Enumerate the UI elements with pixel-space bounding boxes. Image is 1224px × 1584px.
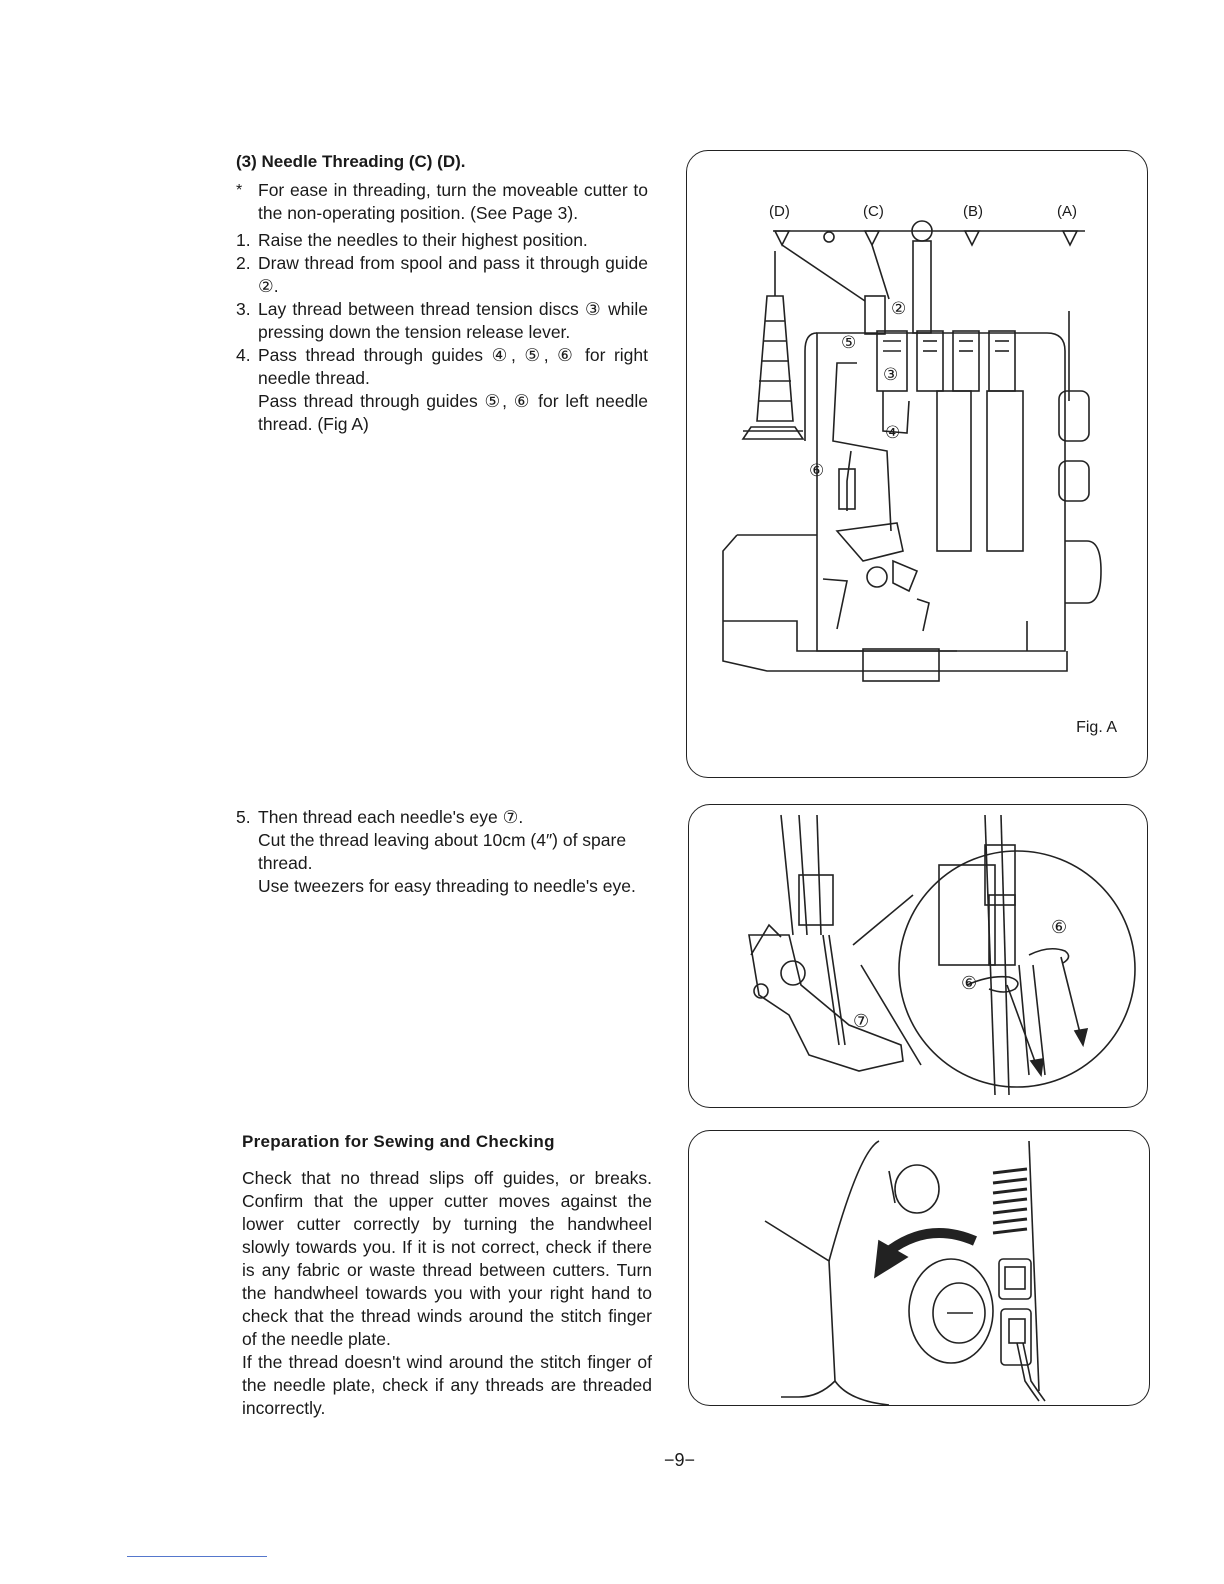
figure-handwheel xyxy=(688,1130,1150,1406)
callout-2: ② xyxy=(891,299,907,318)
note-text: For ease in threading, turn the moveable cutter to the non-operating position. (See Page 3). xyxy=(258,180,648,223)
callout-7: ⑦ xyxy=(853,1011,870,1031)
prep-paragraph-2: If the thread doesn't wind around the stitch finger of the needle plate, check if any threads are threaded incorrectly. xyxy=(242,1352,652,1418)
step-number: 5. xyxy=(236,807,251,827)
step-text: Raise the needles to their highest position. xyxy=(258,230,588,250)
callout-6: ⑥ xyxy=(809,461,825,480)
step-text xyxy=(258,806,656,898)
section-heading: Preparation for Sewing and Checking xyxy=(242,1132,555,1151)
label-a: (A) xyxy=(1057,203,1077,220)
label-c: (C) xyxy=(863,203,884,220)
callout-6-lower: ⑥ xyxy=(961,973,978,993)
label-b: (B) xyxy=(963,203,983,220)
needle-eye-section xyxy=(236,806,656,898)
step-text: Pass thread through guides ⑤, ⑥ for left needle thread. (Fig A) xyxy=(258,391,648,434)
section-heading: (3) Needle Threading (C) (D). xyxy=(236,152,466,171)
serger-threading-illustration xyxy=(687,151,1147,777)
step-text: Lay thread between thread tension discs ③ while pressing down the tension release lever. xyxy=(258,299,648,342)
step-number: 3. xyxy=(236,299,251,319)
needle-eye-illustration xyxy=(689,805,1147,1107)
eye-line-2: Cut the thread leaving about 10cm (4″) of spare thread. xyxy=(258,830,627,873)
step-text: Pass thread through guides ④, ⑤, ⑥ for right needle thread. xyxy=(258,345,648,388)
step-item xyxy=(236,298,648,344)
step-item xyxy=(236,344,648,390)
callout-3: ③ xyxy=(883,365,899,384)
figure-a-threading-diagram xyxy=(686,150,1148,778)
note-mark: * xyxy=(236,182,243,199)
callout-6-upper: ⑥ xyxy=(1051,917,1068,937)
preparation-section xyxy=(242,1130,652,1420)
callout-4: ④ xyxy=(885,423,901,442)
prep-paragraph-1: Check that no thread slips off guides, or breaks. Confirm that the upper cutter moves against the lower cutter correctly by turning the handwheel slowly towards you. If it is not correct, check if there is any fabric or waste thread between cutters. Turn the handwheel towards you with your right hand to check that the thread winds around the stitch finger of the needle plate. xyxy=(242,1168,652,1349)
step-item xyxy=(236,390,648,436)
step-number: 2. xyxy=(236,253,251,273)
step-text: Draw thread from spool and pass it through guide ②. xyxy=(258,253,648,296)
step-item xyxy=(236,229,648,252)
figure-needle-eye xyxy=(688,804,1148,1108)
bottom-rule xyxy=(127,1556,267,1557)
note xyxy=(236,179,648,225)
handwheel-illustration xyxy=(689,1131,1149,1405)
figure-caption: Fig. A xyxy=(1076,719,1117,736)
label-d: (D) xyxy=(769,203,790,220)
step-number: 4. xyxy=(236,345,251,365)
callout-5: ⑤ xyxy=(841,333,857,352)
eye-line-3: Use tweezers for easy threading to needle's eye. xyxy=(258,876,636,896)
needle-threading-section xyxy=(236,150,648,436)
step-item xyxy=(236,806,656,898)
step-item xyxy=(236,252,648,298)
eye-line-1: Then thread each needle's eye ⑦. xyxy=(258,807,524,827)
step-number xyxy=(236,390,258,436)
step-number: 1. xyxy=(236,230,251,250)
page-number: −9− xyxy=(664,1450,696,1470)
steps-list xyxy=(236,229,648,436)
